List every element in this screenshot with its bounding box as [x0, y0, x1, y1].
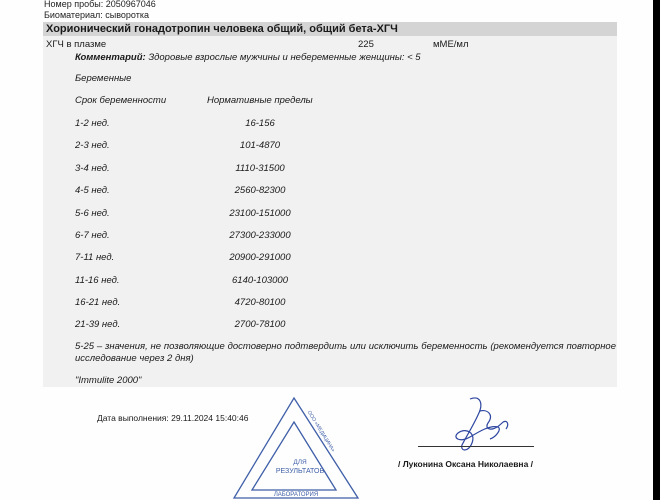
stamp-ring-text: ООО «МЕДИЦИНА»	[305, 409, 336, 454]
stamp-text-line1: ДЛЯ	[293, 459, 307, 466]
row-range: 2700-78100	[234, 319, 286, 330]
completion-date: Дата выполнения: 29.11.2024 15:40:46	[97, 413, 249, 423]
comment-label: Комментарий:	[75, 52, 146, 63]
row-week: 7-11 нед.	[75, 252, 115, 263]
result-value: 225	[358, 39, 374, 50]
stamp-outer-triangle	[234, 398, 358, 498]
stamp-text-line3: ЛАБОРАТОРИЯ	[273, 492, 319, 498]
row-week: 5-6 нед.	[75, 208, 110, 219]
row-week: 2-3 нед.	[75, 140, 110, 151]
row-range: 1110-31500	[235, 163, 285, 174]
signer-name: / Луконина Оксана Николаевна /	[398, 459, 534, 469]
row-range: 2560-82300	[234, 185, 286, 196]
signature-stroke	[456, 398, 508, 450]
column-week-header: Срок беременности	[75, 95, 167, 106]
row-range: 101-4870	[239, 140, 281, 151]
method-label: "Immulite 2000"	[75, 375, 142, 386]
row-week: 4-5 нед.	[75, 185, 110, 196]
row-week: 16-21 нед.	[75, 297, 121, 308]
sample-number: Номер пробы: 2050967046	[44, 0, 156, 9]
row-range: 6140-103000	[232, 275, 288, 286]
signature-line	[418, 446, 534, 447]
row-range: 20900-291000	[229, 252, 291, 263]
row-range: 27300-233000	[229, 230, 291, 241]
comment	[75, 52, 421, 63]
column-range-header: Нормативные пределы	[207, 95, 313, 106]
row-range: 16-156	[245, 118, 275, 129]
laboratory-stamp	[232, 392, 362, 500]
result-section	[43, 36, 617, 387]
row-week: 3-4 нед.	[75, 163, 110, 174]
comment-text: Здоровые взрослые мужчины и небеременные женщины: < 5	[148, 52, 421, 63]
row-week: 11-16 нед.	[75, 275, 120, 286]
row-week: 1-2 нед.	[75, 118, 110, 129]
row-range: 23100-151000	[229, 208, 291, 219]
row-range: 4720-80100	[234, 297, 286, 308]
row-week: 6-7 нед.	[75, 230, 110, 241]
result-name: ХГЧ в плазме	[46, 39, 107, 50]
pregnant-label: Беременные	[75, 73, 132, 84]
test-title: Хорионический гонадотропин человека общий, общий бета-ХГЧ	[43, 22, 617, 36]
interpretation-note: 5-25 – значения, не позволяющие достоверно подтвердить или исключить беременность (рекомендуется повторное исследование через 2 дня)	[75, 341, 616, 364]
result-unit: мМЕ/мл	[433, 39, 469, 50]
stamp-text-line2: РЕЗУЛЬТАТОВ	[275, 468, 325, 475]
biomaterial: Биоматериал: сыворотка	[44, 10, 149, 20]
row-week: 21-39 нед.	[75, 319, 121, 330]
